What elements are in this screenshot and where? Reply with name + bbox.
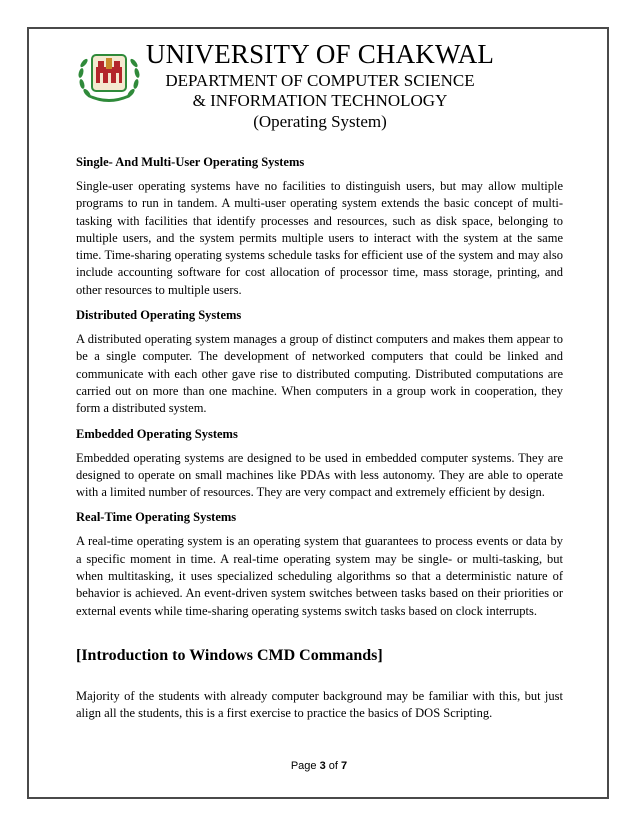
page-number: 3 bbox=[319, 760, 326, 772]
section-heading: Embedded Operating Systems bbox=[76, 426, 238, 441]
total-pages: 7 bbox=[341, 760, 348, 772]
section-paragraph: Single-user operating systems have no facilities to distinguish users, but may allow multiple programs to run in tandem. A multi-user operating system extends the basic concept of multi-tasking with facilities that identify processes and resources, such as disk space, belonging to multiple users, and the system permits multiple users to interact with the system at the same time. Time-sharing operating systems schedule tasks for efficient use of the system and may also include accounting software for cost allocation of processor time, mass storage, printing, and other resources to multiple users. bbox=[76, 179, 563, 297]
page-label: Page bbox=[290, 760, 317, 772]
university-name: UNIVERSITY OF CHAKWAL bbox=[145, 39, 495, 69]
section-heading: Real-Time Operating Systems bbox=[76, 510, 237, 525]
course-title: (Operating System) bbox=[253, 112, 387, 131]
section-paragraph: Embedded operating systems are designed to be used in embedded computer systems. They are designed to operate on small machines like PDAs with less autonomy. They are able to operate with a limited number of resources. They are very compact and extremely efficient by design. bbox=[76, 450, 563, 500]
page-content bbox=[76, 154, 563, 731]
section-heading: Single- And Multi-User Operating Systems bbox=[76, 155, 305, 169]
intro-heading: [Introduction to Windows CMD Commands] bbox=[76, 646, 383, 664]
section-paragraph: A real-time operating system is an operating system that guarantees to process events or data by a specific moment in time. A real-time operating system may be single- or multi-tasking, but when multitasking, it uses specialized scheduling algorithms so that a deterministic nature of behavior is achieved. An event-driven system switches between tasks based on their priorities or external events while time-sharing operating systems switch tasks based on clock interrupts. bbox=[76, 534, 563, 618]
page-footer bbox=[0, 760, 638, 772]
section-paragraph: A distributed operating system manages a group of distinct computers and makes them appear to be a single computer. The development of networked computers that could be linked and communicate with each other gave rise to distributed computing. Distributed computations are carried out on more than one machine. When computers in a group work in cooperation, they form a distributed system. bbox=[76, 332, 563, 416]
department-name: DEPARTMENT OF COMPUTER SCIENCE bbox=[165, 71, 475, 90]
of-label: of bbox=[328, 760, 338, 772]
intro-paragraph: Majority of the students with already computer background may be familiar with this, but just align all the students, this is a first exercise to practice the basics of DOS Scripting. bbox=[76, 688, 563, 721]
university-logo-icon bbox=[76, 47, 142, 105]
section-heading: Distributed Operating Systems bbox=[76, 308, 242, 323]
department-name-line2: & INFORMATION TECHNOLOGY bbox=[192, 91, 448, 110]
